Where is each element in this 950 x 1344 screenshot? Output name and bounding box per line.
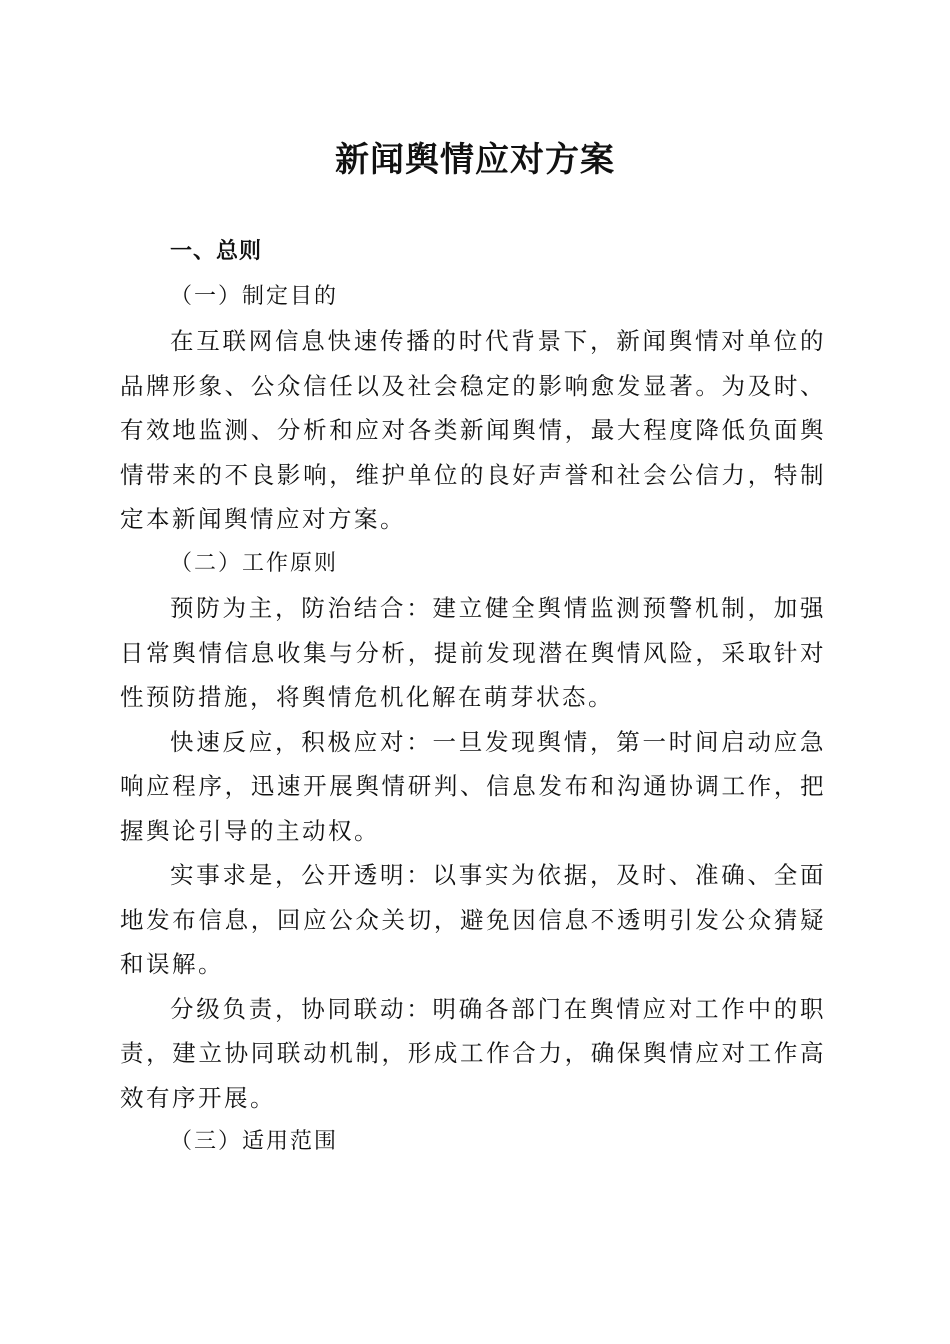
subsection-heading-principles: （二）工作原则 (170, 550, 339, 576)
paragraph-purpose: 在互联网信息快速传播的时代背景下，新闻舆情对单位的品牌形象、公众信任以及社会稳定的影响愈发显著。为及时、有效地监测、分析和应对各类新闻舆情，最大程度降低负面舆情带来的不良影响，维护单位的良好声誉和社会公信力，特制定本新闻舆情应对方案。 (120, 327, 826, 533)
document-body (120, 230, 826, 1165)
document-title: 新闻舆情应对方案 (335, 140, 615, 180)
subsection-heading-scope: （三）适用范围 (170, 1129, 339, 1154)
subsection-heading-purpose: （一）制定目的 (170, 283, 339, 309)
paragraph-principle-transparency: 实事求是，公开透明：以事实为依据，及时、准确、全面地发布信息，回应公众关切，避免因信息不透明引发公众猜疑和误解。 (120, 861, 826, 978)
paragraph-principle-prevention: 预防为主，防治结合：建立健全舆情监测预警机制，加强日常舆情信息收集与分析，提前发现潜在舆情风险，采取针对性预防措施，将舆情危机化解在萌芽状态。 (120, 594, 826, 711)
paragraph-principle-coordination: 分级负责，协同联动：明确各部门在舆情应对工作中的职责，建立协同联动机制，形成工作合力，确保舆情应对工作高效有序开展。 (120, 994, 826, 1112)
section-heading-general: 一、总则 (170, 239, 263, 264)
paragraph-principle-rapid-response: 快速反应，积极应对：一旦发现舆情，第一时间启动应急响应程序，迅速开展舆情研判、信息发布和沟通协调工作，把握舆论引导的主动权。 (120, 727, 826, 845)
